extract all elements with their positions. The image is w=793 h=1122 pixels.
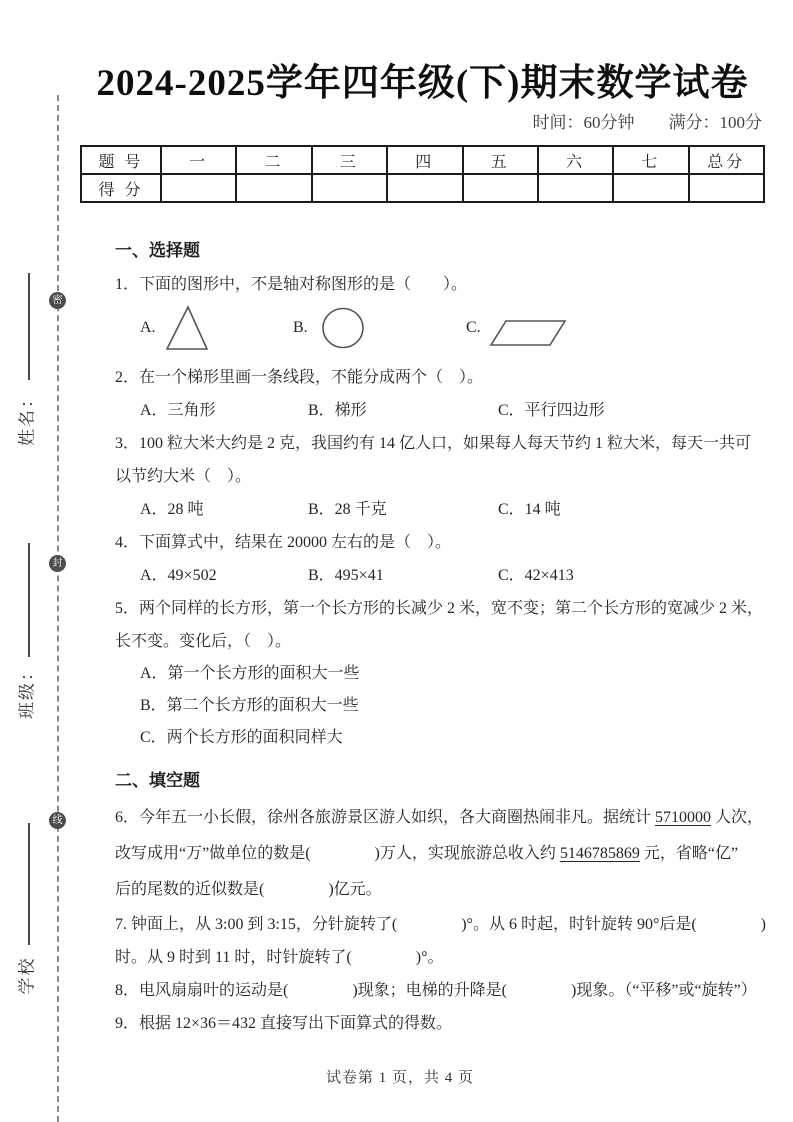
circle-shape-icon xyxy=(321,307,365,349)
question-1-text: 1．下面的图形中，不是轴对称图形的是（ ）。 xyxy=(115,276,468,293)
question-6-line2 xyxy=(115,836,775,872)
score-cell xyxy=(613,174,688,202)
question-6-line1 xyxy=(115,800,775,836)
question-6 xyxy=(115,800,775,908)
question-4-text: 4．下面算式中，结果在 20000 左右的是（ ）。 xyxy=(115,534,452,551)
score-cell xyxy=(463,174,538,202)
header-cell-tihao: 题 号 xyxy=(81,146,161,174)
question-7-line2: 时。从 9 时到 11 时，时针旋转了( )°。 xyxy=(115,949,444,966)
question-9-text: 9．根据 12×36＝432 直接写出下面算式的得数。 xyxy=(115,1015,453,1032)
option-c-label: C. xyxy=(466,319,481,336)
triangle-shape-icon xyxy=(163,305,209,351)
score-row-label: 得 分 xyxy=(81,174,161,202)
q6-revenue-underlined: 5146785869 xyxy=(559,845,640,862)
seal-stamp-mi: 密 xyxy=(49,292,66,309)
header-cell-7: 七 xyxy=(613,146,688,174)
school-blank-line xyxy=(28,823,30,945)
score-table xyxy=(80,145,765,203)
score-cell xyxy=(538,174,613,202)
seal-stamp-feng: 封 xyxy=(49,555,66,572)
score-table-score-row xyxy=(81,174,764,202)
seal-stamp-xian: 线 xyxy=(49,812,66,829)
exam-meta xyxy=(80,108,762,133)
parallelogram-shape-icon xyxy=(489,319,567,347)
q6-l1-text: 6．今年五一小长假，徐州各旅游景区游人如织，各大商圈热闹非凡。据统计 xyxy=(115,809,656,826)
page-footer: 试卷第 1 页，共 4 页 xyxy=(325,1070,474,1086)
class-label: 班级： xyxy=(17,662,37,719)
q2-option-a: A．三角形 xyxy=(140,402,216,419)
question-2-text: 2．在一个梯形里画一条线段，不能分成两个（ ）。 xyxy=(115,369,484,386)
q4-option-b: B．495×41 xyxy=(308,567,384,584)
q6-l2-tail: 元，省略“亿” xyxy=(639,845,739,862)
fullscore-info: 满分：100分 xyxy=(668,113,762,132)
question-1-shapes xyxy=(115,301,775,361)
school-label: 学校 xyxy=(17,956,37,995)
seal-dashed-line xyxy=(57,95,59,1122)
question-4-options xyxy=(115,559,775,592)
class-blank-line xyxy=(28,543,30,657)
question-7-line1: 7. 钟面上，从 3:00 到 3:15，分针旋转了( )°。从 6 时起，时针旋转 90°后是( ) xyxy=(115,916,767,933)
question-3-options xyxy=(115,493,775,526)
exam-content xyxy=(115,238,775,1040)
header-cell-1: 一 xyxy=(161,146,236,174)
time-info: 时间：60分钟 xyxy=(532,113,635,132)
question-3-text-line2: 以节约大米（ ）。 xyxy=(115,468,252,485)
q4-option-a: A．49×502 xyxy=(140,567,217,584)
section2-heading: 二、填空题 xyxy=(115,771,200,790)
q5-option-a: A．第一个长方形的面积大一些 xyxy=(140,665,360,682)
q2-option-b: B．梯形 xyxy=(308,402,367,419)
score-cell xyxy=(312,174,387,202)
q6-visitor-count-underlined: 5710000 xyxy=(655,809,712,826)
header-cell-6: 六 xyxy=(538,146,613,174)
q2-option-c: C．平行四边形 xyxy=(498,402,605,419)
score-cell xyxy=(161,174,236,202)
option-a-label: A. xyxy=(140,319,156,336)
header-cell-3: 三 xyxy=(312,146,387,174)
q3-option-c: C．14 吨 xyxy=(498,501,561,518)
q3-option-b: B．28 千克 xyxy=(308,501,387,518)
score-cell xyxy=(236,174,311,202)
question-5-text-line1: 5．两个同样的长方形，第一个长方形的长减少 2 米，宽不变；第二个长方形的宽减少 2 米， xyxy=(115,600,764,617)
header-cell-2: 二 xyxy=(236,146,311,174)
question-6-line3: 后的尾数的近似数是( )亿元。 xyxy=(115,881,382,898)
name-label: 姓名： xyxy=(17,389,37,446)
q3-option-a: A．28 吨 xyxy=(140,501,204,518)
q6-l1-tail: 人次， xyxy=(711,809,764,826)
header-cell-5: 五 xyxy=(463,146,538,174)
score-cell xyxy=(689,174,764,202)
q4-option-c: C．42×413 xyxy=(498,567,574,584)
name-blank-line xyxy=(28,273,30,380)
question-2-options xyxy=(115,394,775,427)
score-cell xyxy=(387,174,462,202)
question-5-text-line2: 长不变。变化后，（ ）。 xyxy=(115,633,292,650)
section1-heading: 一、选择题 xyxy=(115,241,200,260)
question-8-text: 8．电风扇扇叶的运动是( )现象；电梯的升降是( )现象。（“平移”或“旋转”） xyxy=(115,982,757,999)
question-3-text-line1: 3．100 粒大米大约是 2 克，我国约有 14 亿人口，如果每人每天节约 1 粒大米，每天一共可 xyxy=(115,435,752,452)
q5-option-c: C．两个长方形的面积同样大 xyxy=(140,729,343,746)
q5-option-b: B．第二个长方形的面积大一些 xyxy=(140,697,359,714)
page-title: 2024-2025学年四年级(下)期末数学试卷 xyxy=(96,63,749,104)
header-cell-4: 四 xyxy=(387,146,462,174)
option-b-label: B. xyxy=(293,319,308,336)
q6-l2-text: 改写成用“万”做单位的数是( )万人，实现旅游总收入约 xyxy=(115,845,560,862)
score-table-header-row xyxy=(81,146,764,174)
header-cell-total: 总分 xyxy=(689,146,764,174)
